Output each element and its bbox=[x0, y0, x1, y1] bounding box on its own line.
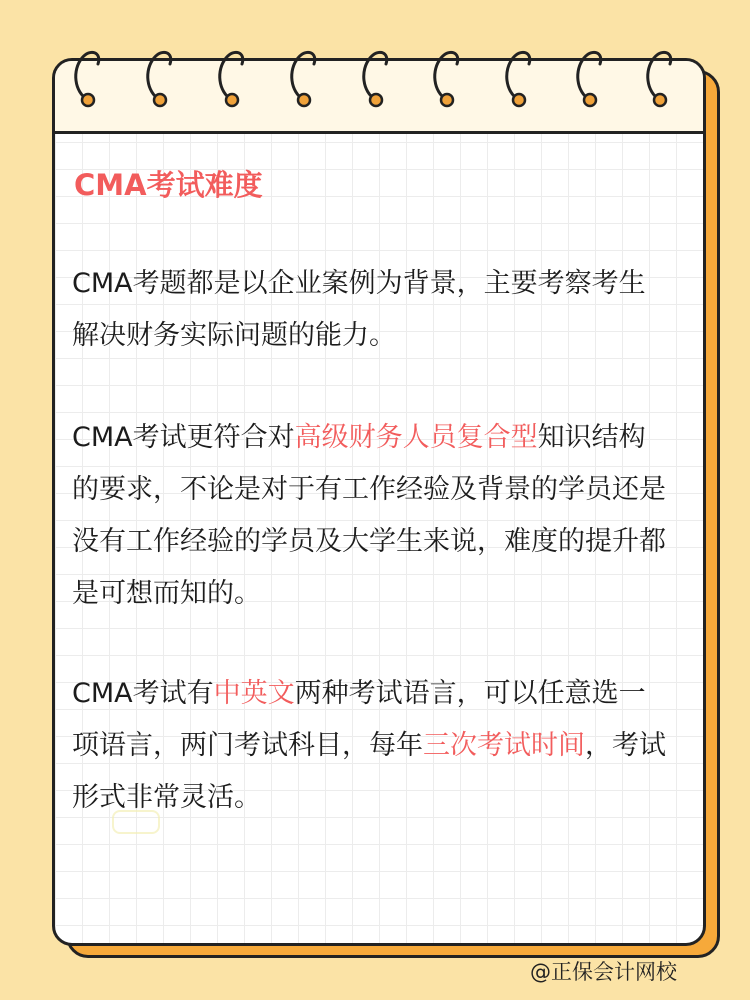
decorative-smudge bbox=[112, 810, 160, 834]
highlight-senior-finance: 高级财务人员复合型 bbox=[294, 422, 538, 453]
paragraph-knowledge-structure bbox=[72, 412, 672, 620]
paragraph-exam-format bbox=[72, 668, 672, 824]
highlight-exam-windows: 三次考试时间 bbox=[423, 730, 585, 761]
text-segment: CMA考试有 bbox=[72, 678, 214, 709]
text-segment: CMA考题都是以企业案例为背景，主要考察考生解决财务实际问题的能力。 bbox=[72, 268, 646, 351]
paragraph-difficulty-intro bbox=[72, 258, 672, 362]
text-segment: CMA考试更符合对 bbox=[72, 422, 295, 453]
text-segment: 知识结构的要求，不论是对于有工作经验及背景的学员还是没有工作经验的学员及大学生来说，难度的提升都是可想而知的。 bbox=[72, 422, 666, 609]
page-title: CMA考试难度 bbox=[74, 168, 263, 202]
text-segment: 两种考试语言，可以任意选一项语言，两门考试科目，每年 bbox=[72, 678, 646, 761]
watermark-brand: @正保会计网校 bbox=[530, 960, 677, 984]
notebook-binding-strip bbox=[55, 61, 703, 134]
highlight-languages: 中英文 bbox=[213, 678, 295, 709]
text-segment: ，考试形式非常灵活。 bbox=[72, 730, 666, 813]
